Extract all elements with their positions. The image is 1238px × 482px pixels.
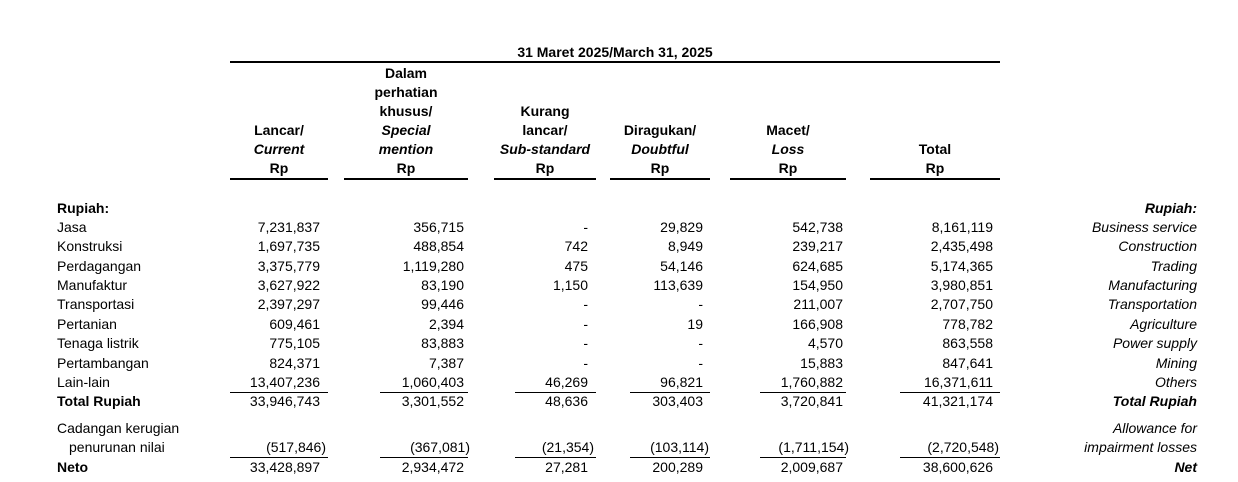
row-label: Manufaktur xyxy=(57,277,128,293)
cell-value: 33,946,743 xyxy=(249,393,320,409)
cell-value: 99,446 xyxy=(421,296,464,312)
column-headers xyxy=(0,60,1238,178)
net-underline xyxy=(630,457,710,458)
cell-value: 8,949 xyxy=(667,238,703,254)
cell-value: - xyxy=(583,296,588,312)
subtotal-underline xyxy=(760,392,846,393)
row-label-english: Trading xyxy=(1150,258,1197,274)
row-label: Konstruksi xyxy=(57,238,123,254)
cell-value: - xyxy=(698,296,703,312)
header-underline xyxy=(230,178,328,180)
cell-value: 38,600,626 xyxy=(922,459,993,475)
header-underline xyxy=(344,178,468,180)
cell-value: 863,558 xyxy=(942,335,993,351)
subtotal-underline xyxy=(630,392,710,393)
row-label-english: Power supply xyxy=(1112,335,1197,351)
row-label: Tenaga listrik xyxy=(57,335,139,351)
net-underline xyxy=(900,457,1000,458)
allowance-label-right-line2: impairment losses xyxy=(1084,439,1197,455)
cell-value: 4,570 xyxy=(807,335,843,351)
cell-value: 15,883 xyxy=(800,355,843,371)
net-underline xyxy=(380,457,468,458)
cell-value: 1,697,735 xyxy=(257,238,320,254)
cell-value: 3,375,779 xyxy=(257,258,320,274)
col-header-current: Lancar/ Current Rp xyxy=(253,122,305,176)
cell-value: 83,190 xyxy=(421,277,464,293)
subtotal-underline xyxy=(515,392,596,393)
cell-value: 488,854 xyxy=(413,238,464,254)
net-underline xyxy=(760,457,846,458)
section-label-left: Rupiah: xyxy=(57,200,110,216)
cell-value: - xyxy=(583,335,588,351)
cell-value: 1,060,403 xyxy=(401,374,464,390)
period-title: 31 Maret 2025/March 31, 2025 xyxy=(517,44,713,60)
cell-value: 847,641 xyxy=(942,355,993,371)
cell-value: (517,846) xyxy=(266,439,326,455)
cell-value: 1,150 xyxy=(552,277,588,293)
cell-value: 113,639 xyxy=(653,277,703,293)
row-label: Pertambangan xyxy=(57,355,149,371)
cell-value: 3,627,922 xyxy=(257,277,320,293)
cell-value: 200,289 xyxy=(652,459,703,475)
cell-value: (2,720,548) xyxy=(927,439,999,455)
cell-value: 824,371 xyxy=(269,355,320,371)
header-underline xyxy=(730,178,846,180)
net-underline xyxy=(230,457,328,458)
cell-value: 154,950 xyxy=(792,277,843,293)
cell-value: 29,829 xyxy=(660,219,703,235)
cell-value: 2,934,472 xyxy=(401,459,464,475)
cell-value: 7,231,837 xyxy=(257,219,320,235)
row-label-english: Net xyxy=(1174,459,1197,475)
cell-value: - xyxy=(583,316,588,332)
cell-value: 624,685 xyxy=(792,258,843,274)
cell-value: - xyxy=(583,219,588,235)
cell-value: 303,403 xyxy=(652,393,703,409)
row-label: Total Rupiah xyxy=(57,393,141,409)
allowance-label-line1: Cadangan kerugian xyxy=(57,420,180,436)
cell-value: 778,782 xyxy=(942,316,993,332)
row-label: Lain-lain xyxy=(57,374,110,390)
cell-value: 33,428,897 xyxy=(249,459,320,475)
subtotal-underline xyxy=(900,392,1000,393)
cell-value: 5,174,365 xyxy=(930,258,993,274)
row-label-english: Agriculture xyxy=(1130,316,1197,332)
cell-value: 542,738 xyxy=(792,219,843,235)
cell-value: 13,407,236 xyxy=(249,374,320,390)
cell-value: 1,760,882 xyxy=(780,374,843,390)
row-label: Transportasi xyxy=(57,296,135,312)
header-underline xyxy=(610,178,710,180)
header-underline xyxy=(494,178,596,180)
header-underline xyxy=(870,178,1000,180)
col-header-sub-standard: Kurang lancar/ Sub-standard Rp xyxy=(499,103,591,176)
row-label-english: Construction xyxy=(1118,238,1197,254)
cell-value: 1,119,280 xyxy=(402,258,464,274)
cell-value: (367,081) xyxy=(410,439,470,455)
row-label: Pertanian xyxy=(57,316,117,332)
cell-value: 7,387 xyxy=(428,355,464,371)
cell-value: 3,980,851 xyxy=(930,277,993,293)
cell-value: 3,720,841 xyxy=(780,393,843,409)
row-label-english: Manufacturing xyxy=(1108,277,1197,293)
row-label: Jasa xyxy=(57,219,87,235)
row-label: Perdagangan xyxy=(57,258,142,274)
col-header-total: Total Rp xyxy=(918,141,952,176)
cell-value: 83,883 xyxy=(421,335,464,351)
row-label-english: Others xyxy=(1154,374,1197,390)
cell-value: 2,435,498 xyxy=(930,238,993,254)
cell-value: 2,397,297 xyxy=(257,296,320,312)
cell-value: 8,161,119 xyxy=(931,219,993,235)
cell-value: 211,007 xyxy=(793,296,843,312)
cell-value: (103,114) xyxy=(650,439,709,455)
allowance-label-right-line1: Allowance for xyxy=(1112,420,1197,436)
cell-value: 166,908 xyxy=(792,316,843,332)
cell-value: 609,461 xyxy=(269,316,320,332)
cell-value: 48,636 xyxy=(545,393,588,409)
row-label-english: Mining xyxy=(1155,355,1197,371)
net-underline xyxy=(515,457,596,458)
col-header-doubtful: Diragukan/ Doubtful Rp xyxy=(623,122,697,176)
allowance-label-line2: penurunan nilai xyxy=(69,439,165,455)
cell-value: (21,354) xyxy=(541,439,594,455)
cell-value: (1,711,154) xyxy=(778,439,849,455)
cell-value: 54,146 xyxy=(660,258,703,274)
col-header-special-mention: Dalam perhatian khusus/ Special mention Rp xyxy=(374,65,438,176)
section-label-right: Rupiah: xyxy=(1144,200,1197,216)
cell-value: 239,217 xyxy=(792,238,843,254)
cell-value: - xyxy=(583,355,588,371)
cell-value: 3,301,552 xyxy=(401,393,464,409)
cell-value: 16,371,611 xyxy=(923,374,993,390)
cell-value: 41,321,174 xyxy=(922,393,993,409)
row-label: Neto xyxy=(57,459,89,475)
cell-value: 27,281 xyxy=(545,459,588,475)
cell-value: 2,009,687 xyxy=(780,459,843,475)
cell-value: 2,707,750 xyxy=(930,296,993,312)
row-label-english: Transportation xyxy=(1107,296,1197,312)
row-label-english: Total Rupiah xyxy=(1112,393,1197,409)
cell-value: 96,821 xyxy=(660,374,703,390)
cell-value: 19 xyxy=(687,316,703,332)
subtotal-underline xyxy=(230,392,328,393)
cell-value: - xyxy=(698,335,703,351)
row-label-english: Business service xyxy=(1091,219,1197,235)
cell-value: 775,105 xyxy=(269,335,320,351)
cell-value: - xyxy=(698,355,703,371)
cell-value: 475 xyxy=(564,258,588,274)
cell-value: 742 xyxy=(564,238,588,254)
cell-value: 2,394 xyxy=(428,316,464,332)
subtotal-underline xyxy=(380,392,468,393)
cell-value: 46,269 xyxy=(545,374,588,390)
cell-value: 356,715 xyxy=(413,219,464,235)
col-header-loss: Macet/ Loss Rp xyxy=(766,122,810,176)
